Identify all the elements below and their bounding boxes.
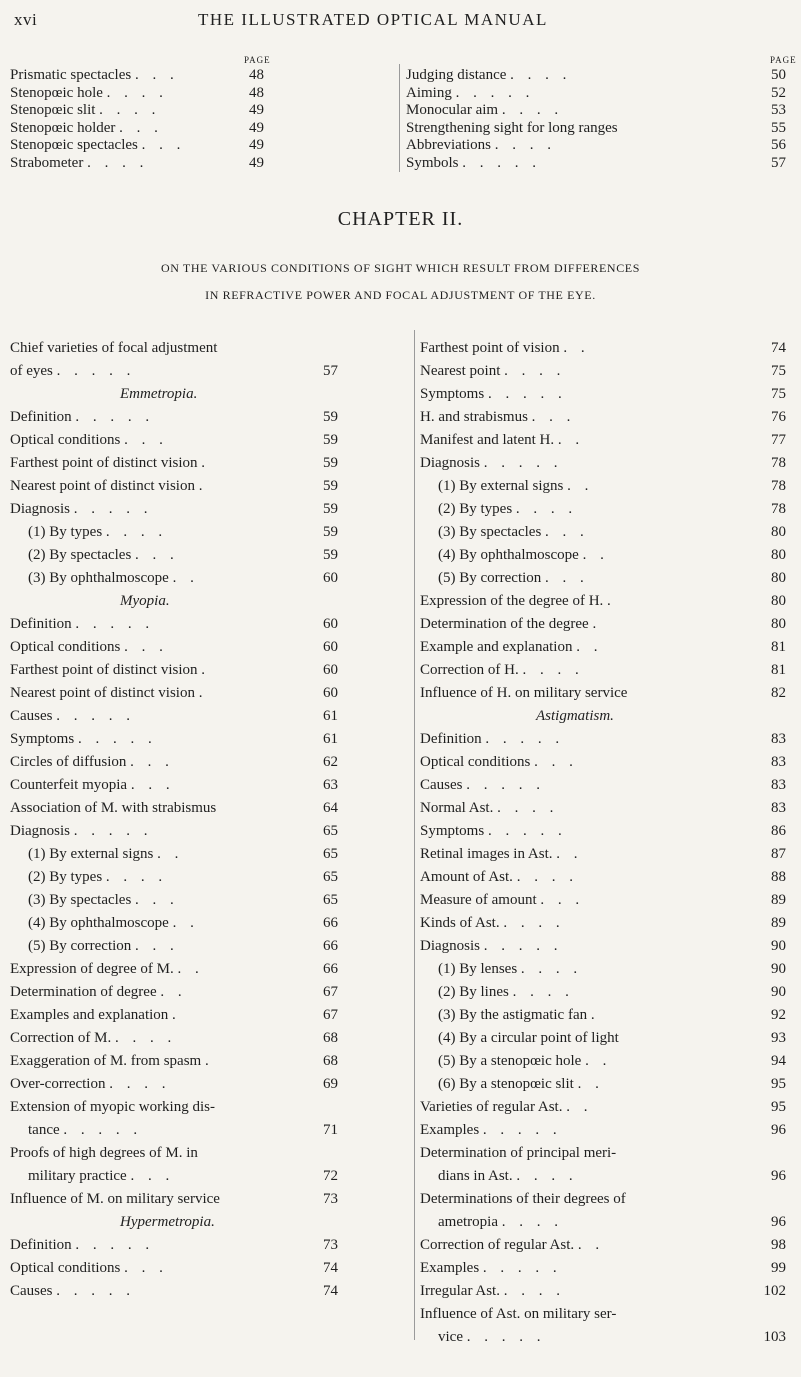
entry-text: (2) By spectacles . . . <box>28 547 179 563</box>
entry-text: Varieties of regular Ast. . . <box>420 1099 593 1115</box>
entry-text: Nearest point of distinct vision . <box>10 685 208 701</box>
leader-dots: . . . . . <box>56 1283 135 1299</box>
section-heading-text: Hypermetropia. <box>120 1214 215 1230</box>
leader-dots: . . . . . <box>487 386 567 402</box>
entry-page-number: 81 <box>771 639 786 655</box>
entry-text: Definition . . . . . <box>10 616 155 632</box>
entry-page-number: 49 <box>249 119 264 136</box>
entry-text: Nearest point of distinct vision . <box>10 478 208 494</box>
entry-text: Influence of M. on military service <box>10 1191 220 1207</box>
entry-page-number: 98 <box>771 1237 786 1253</box>
entry-text: Determination of principal meri- <box>420 1145 617 1161</box>
leader-dots: . . <box>577 1076 604 1092</box>
leader-dots: . . . . <box>497 800 559 816</box>
chapter-subtitle-line1: ON THE VARIOUS CONDITIONS OF SIGHT WHICH RESULT FROM DIFFERENCES <box>160 261 641 275</box>
leader-dots: . . . . . <box>482 1260 562 1276</box>
leader-dots: . . <box>582 547 609 563</box>
leader-dots: . . . . . <box>483 938 563 954</box>
entry-text: Example and explanation . . <box>420 639 603 655</box>
entry-page-number: 86 <box>771 823 786 839</box>
leader-dots: . <box>592 616 602 632</box>
leader-dots: . . <box>172 915 199 931</box>
entry-page-number: 66 <box>323 938 338 954</box>
entry-text: Farthest point of vision . . <box>420 340 590 356</box>
entry-text: (3) By spectacles . . . <box>28 892 179 908</box>
leader-dots: . . . . . <box>485 731 565 747</box>
leader-dots: . . . <box>545 524 589 540</box>
leader-dots: . <box>198 478 208 494</box>
entry-page-number: 60 <box>323 570 338 586</box>
entry-page-number: 80 <box>771 570 786 586</box>
entry-text: Stenopœic hole . . . . <box>10 84 168 101</box>
entry-text: Over-correction . . . . <box>10 1076 171 1092</box>
entry-text: (3) By spectacles . . . <box>438 524 589 540</box>
leader-dots: . . . . <box>504 363 566 379</box>
leader-dots: . . . . . <box>73 501 153 517</box>
entry-text: Prismatic spectacles . . . <box>10 67 179 83</box>
entry-page-number: 93 <box>771 1030 786 1046</box>
entry-text: (1) By lenses . . . . <box>438 961 583 977</box>
leader-dots: . . . <box>130 777 175 793</box>
entry-page-number: 59 <box>323 455 338 471</box>
leader-dots: . . . <box>545 570 589 586</box>
entry-text: Causes . . . . . <box>10 708 135 724</box>
entry-text: H. and strabismus . . . <box>420 409 576 425</box>
leader-dots: . . . . <box>516 1168 578 1184</box>
entry-page-number: 67 <box>323 984 338 1000</box>
entry-page-number: 90 <box>771 938 786 954</box>
entry-text: Judging distance . . . . <box>406 67 572 83</box>
leader-dots: . . <box>563 340 590 356</box>
page-number: xvi <box>14 10 38 29</box>
entry-page-number: 78 <box>771 455 786 471</box>
entry-page-number: 49 <box>249 137 264 153</box>
leader-dots: . . . . <box>494 137 556 153</box>
leader-dots: . . <box>585 1053 612 1069</box>
entry-page-number: 78 <box>771 501 786 517</box>
entry-page-number: 48 <box>249 84 264 101</box>
entry-page-number: 64 <box>323 800 338 816</box>
entry-text: Symptoms . . . . . <box>420 386 567 402</box>
leader-dots: . . . <box>531 409 576 425</box>
leader-dots: . . . <box>130 1168 175 1184</box>
entry-text: Monocular aim . . . . <box>406 102 564 118</box>
entry-text: Farthest point of distinct vision . <box>10 662 210 678</box>
entry-text: Correction of H. . . . . <box>420 662 584 678</box>
leader-dots: . . . <box>534 754 578 770</box>
entry-page-number: 73 <box>323 1191 338 1207</box>
entry-page-number: 102 <box>763 1283 786 1299</box>
leader-dots: . . <box>556 846 583 862</box>
leader-dots: . . . . <box>510 67 572 83</box>
entry-text: vice . . . . . <box>438 1329 546 1345</box>
entry-text: Causes . . . . . <box>420 777 545 793</box>
entry-text: Counterfeit myopia . . . <box>10 777 175 793</box>
leader-dots: . . . . . <box>466 1329 546 1345</box>
leader-dots: . . <box>160 984 187 1000</box>
entry-page-number: 95 <box>771 1076 786 1092</box>
leader-dots: . . . . . <box>75 1237 155 1253</box>
entry-page-number: 66 <box>323 961 338 977</box>
entry-text: Definition . . . . . <box>10 409 155 425</box>
entry-text: Aiming . . . . . <box>406 84 535 101</box>
entry-text: of eyes . . . . . <box>10 363 136 379</box>
entry-text: Optical conditions . . . <box>10 432 168 448</box>
leader-dots: . . . <box>134 67 179 83</box>
leader-dots: . . <box>566 1099 593 1115</box>
entry-page-number: 75 <box>771 386 786 402</box>
entry-page-number: 49 <box>249 154 264 171</box>
entry-text: (2) By lines . . . . <box>438 984 574 1000</box>
entry-page-number: 66 <box>323 915 338 931</box>
entry-text: Exaggeration of M. from spasm . <box>10 1053 214 1069</box>
entry-text: (3) By the astigmatic fan . <box>438 1007 600 1023</box>
entry-page-number: 65 <box>323 823 338 839</box>
entry-page-number: 90 <box>771 984 786 1000</box>
entry-text: (5) By correction . . . <box>28 938 179 954</box>
column-divider-main <box>414 330 415 1340</box>
entry-text: (5) By correction . . . <box>438 570 589 586</box>
entry-text: Influence of H. on military service <box>420 685 628 701</box>
entry-page-number: 68 <box>323 1030 338 1046</box>
leader-dots: . . . . <box>106 84 168 101</box>
entry-page-number: 72 <box>323 1168 338 1184</box>
entry-text: ametropia . . . . <box>438 1214 563 1230</box>
leader-dots: . <box>607 593 616 609</box>
entry-page-number: 80 <box>771 524 786 540</box>
leader-dots: . . . . <box>515 501 578 517</box>
entry-text: Determination of degree . . <box>10 984 187 1000</box>
leader-dots: . . . . <box>522 662 584 678</box>
entry-text: (1) By external signs . . <box>28 846 184 862</box>
entry-page-number: 59 <box>323 501 338 517</box>
entry-text: Stenopœic spectacles . . . <box>10 137 186 153</box>
entry-page-number: 59 <box>323 432 338 448</box>
leader-dots: . . . . . <box>75 616 155 632</box>
leader-dots: . . . <box>135 547 179 563</box>
leader-dots: . . . <box>124 432 168 448</box>
entry-text: Retinal images in Ast. . . <box>420 846 583 862</box>
entry-page-number: 60 <box>323 685 338 701</box>
entry-page-number: 71 <box>323 1122 338 1138</box>
entry-text: (4) By a circular point of light <box>438 1030 619 1046</box>
page-caption-right: PAGE <box>770 55 797 65</box>
leader-dots: . . . . . <box>56 708 135 724</box>
leader-dots: . <box>198 685 208 701</box>
entry-text: Correction of regular Ast. . . <box>420 1237 605 1253</box>
entry-page-number: 92 <box>771 1007 786 1023</box>
entry-text: Examples and explanation . <box>10 1007 181 1023</box>
entry-page-number: 52 <box>771 84 786 101</box>
entry-text: Diagnosis . . . . . <box>420 938 563 954</box>
entry-page-number: 59 <box>323 547 338 563</box>
entry-page-number: 60 <box>323 639 338 655</box>
entry-text: Abbreviations . . . . <box>406 137 556 153</box>
leader-dots: . . . . . <box>455 84 535 101</box>
entry-text: Definition . . . . . <box>10 1237 155 1253</box>
entry-page-number: 74 <box>771 340 786 356</box>
entry-page-number: 50 <box>771 67 786 83</box>
entry-page-number: 83 <box>771 731 786 747</box>
entry-page-number: 81 <box>771 662 786 678</box>
entry-text: (3) By ophthalmoscope . . <box>28 570 199 586</box>
entry-page-number: 61 <box>323 731 338 747</box>
leader-dots: . . . <box>540 892 585 908</box>
leader-dots: . <box>590 1007 600 1023</box>
chapter-subtitle-line2: IN REFRACTIVE POWER AND FOCAL ADJUSTMENT OF THE EYE. <box>205 288 596 302</box>
entry-text: Determination of the degree . <box>420 616 602 632</box>
leader-dots: . . . <box>119 119 163 136</box>
entry-page-number: 94 <box>771 1053 786 1069</box>
leader-dots: . . <box>177 961 204 977</box>
leader-dots: . . . . <box>501 102 564 118</box>
entry-text: Farthest point of distinct vision . <box>10 455 210 471</box>
entry-page-number: 89 <box>771 892 786 908</box>
leader-dots: . . <box>157 846 184 862</box>
entry-page-number: 59 <box>323 409 338 425</box>
entry-page-number: 96 <box>771 1168 786 1184</box>
entry-page-number: 59 <box>323 524 338 540</box>
entry-page-number: 82 <box>771 685 786 701</box>
leader-dots: . <box>172 1007 181 1023</box>
leader-dots: . . . . <box>520 961 583 977</box>
running-title: THE ILLUSTRATED OPTICAL MANUAL <box>198 10 548 29</box>
entry-page-number: 57 <box>323 363 338 379</box>
leader-dots: . . <box>567 478 594 494</box>
entry-text: (1) By types . . . . <box>28 524 168 540</box>
entry-page-number: 99 <box>771 1260 786 1276</box>
leader-dots: . . . <box>130 754 174 770</box>
leader-dots: . . . <box>135 938 179 954</box>
leader-dots: . . . . <box>105 524 168 540</box>
entry-page-number: 65 <box>323 869 338 885</box>
leader-dots: . . . . <box>512 984 574 1000</box>
section-heading-text: Myopia. <box>120 593 170 609</box>
entry-text: Strengthening sight for long ranges <box>406 119 618 136</box>
entry-text: Optical conditions . . . <box>420 754 578 770</box>
leader-dots: . . . . . <box>75 409 155 425</box>
entry-text: Stenopœic holder . . . <box>10 119 163 136</box>
entry-page-number: 90 <box>771 961 786 977</box>
entry-page-number: 96 <box>771 1122 786 1138</box>
leader-dots: . . . <box>124 1260 168 1276</box>
entry-text: (2) By types . . . . <box>438 501 578 517</box>
entry-text: Strabometer . . . . <box>10 154 149 171</box>
leader-dots: . . . . <box>105 869 168 885</box>
entry-text: Symptoms . . . . . <box>10 731 157 747</box>
entry-text: Optical conditions . . . <box>10 639 168 655</box>
entry-page-number: 74 <box>323 1283 338 1299</box>
leader-dots: . . . . <box>516 869 578 885</box>
entry-text: Symptoms . . . . . <box>420 823 567 839</box>
entry-text: Nearest point . . . . <box>420 363 566 379</box>
entry-text: Symbols . . . . . <box>406 154 542 171</box>
entry-page-number: 68 <box>323 1053 338 1069</box>
entry-page-number: 63 <box>323 777 338 793</box>
entry-page-number: 89 <box>771 915 786 931</box>
section-heading-text: Emmetropia. <box>120 386 198 402</box>
entry-page-number: 65 <box>323 846 338 862</box>
entry-text: Kinds of Ast. . . . . <box>420 915 565 931</box>
leader-dots: . . <box>576 639 603 655</box>
entry-text: (4) By ophthalmoscope . . <box>28 915 199 931</box>
column-divider-top <box>399 64 400 172</box>
leader-dots: . . . . . <box>466 777 545 793</box>
chapter-title: CHAPTER II. <box>337 208 464 230</box>
entry-page-number: 57 <box>771 154 786 171</box>
entry-text: Diagnosis . . . . . <box>420 455 563 471</box>
entry-page-number: 61 <box>323 708 338 724</box>
entry-page-number: 69 <box>323 1076 338 1092</box>
entry-page-number: 49 <box>249 102 264 118</box>
entry-text: Proofs of high degrees of M. in <box>10 1145 198 1161</box>
entry-page-number: 80 <box>771 593 786 609</box>
entry-text: Diagnosis . . . . . <box>10 823 153 839</box>
entry-text: Association of M. with strabismus <box>10 800 217 816</box>
leader-dots: . . . . . <box>56 363 136 379</box>
leader-dots: . . . . . <box>63 1122 143 1138</box>
entry-text: (6) By a stenopœic slit . . <box>438 1076 604 1092</box>
entry-page-number: 59 <box>323 478 338 494</box>
leader-dots: . . . . <box>114 1030 177 1046</box>
entry-text: military practice . . . <box>28 1168 175 1184</box>
leader-dots: . . . . . <box>77 731 157 747</box>
leader-dots: . . . . <box>109 1076 171 1092</box>
entry-page-number: 75 <box>771 363 786 379</box>
entry-text: Definition . . . . . <box>420 731 565 747</box>
entry-text: Extension of myopic working dis- <box>10 1099 215 1115</box>
entry-text: (5) By a stenopœic hole . . <box>438 1053 612 1069</box>
leader-dots: . . . <box>135 892 179 908</box>
entry-page-number: 77 <box>771 432 786 448</box>
entry-text: (2) By types . . . . <box>28 869 168 885</box>
entry-text: Circles of diffusion . . . <box>10 754 174 770</box>
leader-dots: . . . . <box>503 915 565 931</box>
entry-page-number: 60 <box>323 616 338 632</box>
leader-dots: . . <box>172 570 199 586</box>
leader-dots: . <box>201 455 210 471</box>
entry-page-number: 53 <box>771 102 786 118</box>
entry-text: Manifest and latent H. . . <box>420 432 585 448</box>
entry-page-number: 80 <box>771 616 786 632</box>
leader-dots: . . . . <box>503 1283 565 1299</box>
entry-page-number: 74 <box>323 1260 338 1276</box>
entry-text: Irregular Ast. . . . . <box>420 1283 565 1299</box>
entry-text: Chief varieties of focal adjustment <box>10 340 218 356</box>
leader-dots: . . . <box>124 639 168 655</box>
entry-page-number: 95 <box>771 1099 786 1115</box>
entry-page-number: 83 <box>771 800 786 816</box>
leader-dots: . . . . . <box>482 1122 562 1138</box>
entry-text: tance . . . . . <box>28 1122 143 1138</box>
entry-text: Diagnosis . . . . . <box>10 501 153 517</box>
leader-dots: . . . . . <box>73 823 153 839</box>
leader-dots: . . . <box>141 137 186 153</box>
leader-dots: . . <box>577 1237 605 1253</box>
entry-page-number: 48 <box>249 67 264 83</box>
entry-page-number: 65 <box>323 892 338 908</box>
entry-page-number: 56 <box>771 137 786 153</box>
leader-dots: . . . . . <box>483 455 563 471</box>
entry-text: Optical conditions . . . <box>10 1260 168 1276</box>
entry-page-number: 67 <box>323 1007 338 1023</box>
leader-dots: . . . . <box>99 102 161 118</box>
entry-text: dians in Ast. . . . . <box>438 1168 578 1184</box>
entry-page-number: 87 <box>771 846 786 862</box>
leader-dots: . <box>201 662 210 678</box>
leader-dots: . . . . <box>501 1214 563 1230</box>
leader-dots: . <box>204 1053 214 1069</box>
entry-page-number: 80 <box>771 547 786 563</box>
entry-page-number: 60 <box>323 662 338 678</box>
entry-text: Measure of amount . . . <box>420 892 585 908</box>
entry-page-number: 103 <box>763 1329 786 1345</box>
entry-page-number: 55 <box>771 119 786 136</box>
entry-text: Amount of Ast. . . . . <box>420 869 578 885</box>
entry-text: Normal Ast. . . . . <box>420 800 559 816</box>
section-heading-text: Astigmatism. <box>536 708 614 724</box>
entry-text: Expression of degree of M. . . <box>10 961 204 977</box>
entry-text: Examples . . . . . <box>420 1260 562 1276</box>
entry-text: Stenopœic slit . . . . <box>10 102 161 118</box>
entry-page-number: 73 <box>323 1237 338 1253</box>
leader-dots: . . . . <box>87 154 149 171</box>
leader-dots: . . . . . <box>462 154 542 171</box>
leader-dots: . . . . . <box>487 823 567 839</box>
entry-page-number: 83 <box>771 754 786 770</box>
entry-page-number: 96 <box>771 1214 786 1230</box>
entry-text: Determinations of their degrees of <box>420 1191 626 1207</box>
entry-text: Expression of the degree of H. . <box>420 593 616 609</box>
entry-text: Correction of M. . . . . <box>10 1030 177 1046</box>
leader-dots: . . <box>557 432 585 448</box>
entry-page-number: 88 <box>771 869 786 885</box>
page-caption-left: PAGE <box>244 55 271 65</box>
entry-text: (4) By ophthalmoscope . . <box>438 547 609 563</box>
entry-text: Examples . . . . . <box>420 1122 562 1138</box>
entry-page-number: 76 <box>771 409 786 425</box>
entry-text: (1) By external signs . . <box>438 478 594 494</box>
entry-page-number: 78 <box>771 478 786 494</box>
entry-page-number: 62 <box>323 754 338 770</box>
entry-text: Causes . . . . . <box>10 1283 135 1299</box>
entry-text: Influence of Ast. on military ser- <box>420 1306 617 1322</box>
entry-page-number: 83 <box>771 777 786 793</box>
